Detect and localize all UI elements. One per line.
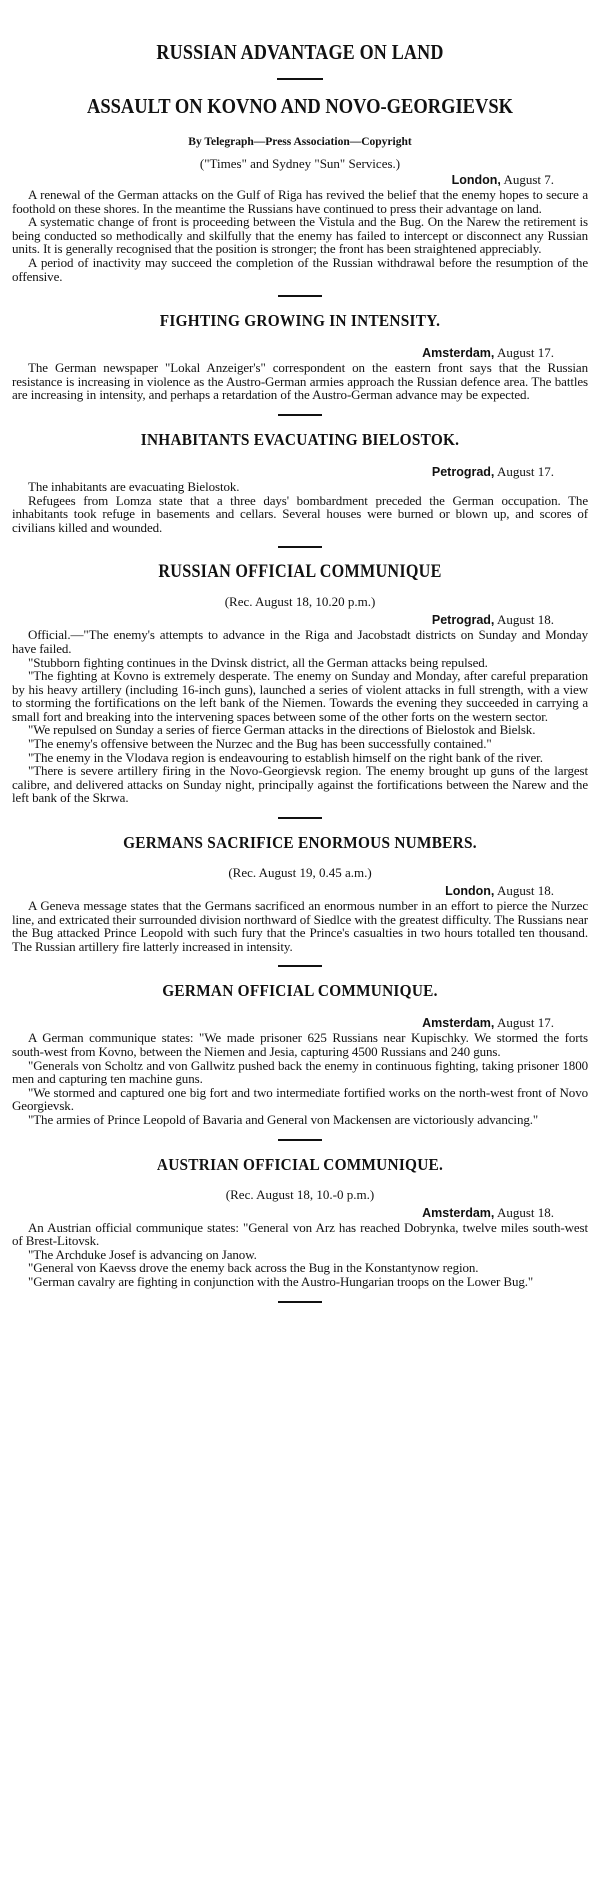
dateline-place: Petrograd,	[431, 464, 495, 479]
received-note: (Rec. August 18, 10.20 p.m.)	[224, 594, 376, 610]
article-paragraph: A period of inactivity may succeed the completion of the Russian withdrawal before the resumption of the offensive.	[12, 254, 588, 284]
divider-rule	[278, 546, 322, 548]
dateline-date: August 18.	[496, 883, 554, 899]
divider-rule	[278, 295, 322, 297]
article-paragraph: "German cavalry are fighting in conjunction with the Austro-Hungarian troops on the Lower Bug."	[28, 1273, 534, 1289]
article-paragraph: A German communique states: "We made prisoner 625 Russians near Kupischky. We stormed the forts south-west from Kovno, between the Niemen and Jesia, capturing 4500 Russians and 240 guns.	[12, 1030, 588, 1059]
article-paragraph: "Generals von Scholtz and von Gallwitz pushed back the enemy in continuous fighting, taking prisoner 1800 men and capturing ten machine guns.	[12, 1057, 588, 1087]
intro-article	[12, 172, 588, 283]
dateline-place: Petrograd,	[431, 613, 495, 628]
article-paragraph: "We stormed and captured one big fort and two intermediate fortified works on the north-west front of Novo Georgievsk.	[12, 1084, 588, 1114]
article-paragraph: A Geneva message states that the Germans sacrificed an enormous number in an effort to pierce the Nurzec line, and extricated their surrounded division northward of Siedlce with the greatest difficulty. The Russians near the Bug attacked Prince Leopold with such fury that the Prince's casualties in two hours totalled ten thousand. The Russian artillery fire latterly increased in intensity.	[12, 898, 588, 954]
section-title: GERMANS SACRIFICE ENORMOUS NUMBERS.	[123, 833, 477, 853]
dateline	[12, 1015, 588, 1031]
headline: RUSSIAN ADVANTAGE ON LAND	[156, 40, 444, 64]
dateline-place: Amsterdam,	[422, 1016, 495, 1031]
article-paragraph: The inhabitants are evacuating Bielostok.	[28, 478, 240, 494]
dateline	[12, 612, 588, 628]
article-paragraph: "We repulsed on Sunday a series of fierce German attacks in the directions of Bielostok and Bielsk.	[28, 722, 536, 738]
news-section	[12, 817, 588, 953]
dateline	[12, 345, 588, 361]
article-paragraph: "The fighting at Kovno is extremely desperate. The enemy on Sunday and Monday, after careful preparation by his heavy artillery (including 16-inch guns), launched a series of violent attacks in full strength, with a view to storming the fortifications on the left bank of the Niemen. Towards the evening they succeeded in carrying a small fort and breaking into the intervening spaces between some of the other forts on the western sector.	[12, 668, 588, 724]
dateline-date: August 18.	[496, 1204, 554, 1220]
article-paragraph: A systematic change of front is proceeding between the Vistula and the Bug. On the Narew the retirement is being conducted so methodically and skilfully that the enemy has failed to intercept or disconnect any Russian units. It is generally recognised that the position is stronger; the front has been straightened appreciably.	[12, 214, 588, 257]
dateline-place: Amsterdam,	[422, 1205, 495, 1220]
dateline	[12, 883, 588, 899]
dateline-date: August 17.	[496, 345, 554, 361]
dateline-date: August 17.	[496, 1015, 554, 1031]
section-title: AUSTRIAN OFFICIAL COMMUNIQUE.	[156, 1154, 444, 1174]
dateline	[12, 172, 588, 188]
article-paragraph: "The Archduke Josef is advancing on Janow.	[28, 1246, 257, 1262]
article-paragraph: "The enemy's offensive between the Nurzec and the Bug has been successfully contained."	[28, 736, 492, 752]
article-paragraph: A renewal of the German attacks on the Gulf of Riga has revived the belief that the enemy hopes to secure a foothold on these shores. In the meantime the Russians have continued to press their advantage on land.	[12, 187, 588, 216]
dateline-date: August 7.	[503, 172, 554, 187]
article-paragraph: Refugees from Lomza state that a three days' bombardment preceded the German occupation. The inhabitants took refuge in basements and cellars. Several houses were burned or blown up, and scores of civilians killed and wounded.	[12, 492, 588, 535]
dateline-place: Amsterdam,	[422, 346, 495, 361]
dateline	[12, 464, 588, 480]
section-title: GERMAN OFFICIAL COMMUNIQUE.	[162, 981, 438, 1001]
divider-rule	[278, 1139, 322, 1141]
divider-rule	[278, 965, 322, 967]
divider-rule	[277, 78, 323, 80]
news-section	[12, 414, 588, 534]
end-divider-rule	[278, 1301, 322, 1303]
received-note: (Rec. August 18, 10.-0 p.m.)	[225, 1186, 375, 1202]
article-paragraph: Official.—"The enemy's attempts to advance in the Riga and Jacobstadt districts on Sunday and Monday have failed.	[12, 627, 588, 656]
section-title: INHABITANTS EVACUATING BIELOSTOK.	[140, 429, 460, 449]
article-paragraph: The German newspaper "Lokal Anzeiger's" correspondent on the eastern front says that the Russian resistance is increasing in violence as the Austro-German armies approach the Russian defence area. The battles are increasing in intensity, and perhaps a retardation of the Austro-German advance may be expected.	[12, 360, 588, 403]
dateline-place: London,	[445, 884, 495, 899]
article-paragraph: "There is severe artillery firing in the Novo-Georgievsk region. The enemy brought up guns of the largest calibre, and delivered attacks on Sunday night, principally against the fortifications between the Narew and the left bank of the Skrwa.	[12, 763, 588, 806]
received-note: (Rec. August 19, 0.45 a.m.)	[228, 865, 372, 881]
article-paragraph: "Stubborn fighting continues in the Dvinsk district, all the German attacks being repulsed.	[28, 654, 488, 670]
services-line: ("Times" and Sydney "Sun" Services.)	[199, 156, 401, 171]
section-title: RUSSIAN OFFICIAL COMMUNIQUE	[158, 561, 442, 583]
section-title: FIGHTING GROWING IN INTENSITY.	[159, 311, 441, 331]
article-paragraph: "General von Kaevss drove the enemy back across the Bug in the Konstantynow region.	[28, 1260, 479, 1276]
news-section	[12, 1139, 588, 1289]
dateline-date: August 17.	[496, 463, 554, 479]
news-section	[12, 546, 588, 805]
dateline-place: London,	[451, 173, 501, 187]
dateline	[12, 1205, 588, 1221]
news-section	[12, 965, 588, 1126]
divider-rule	[278, 817, 322, 819]
subheadline: ASSAULT ON KOVNO AND NOVO-GEORGIEVSK	[86, 94, 514, 118]
credit-line: By Telegraph—Press Association—Copyright	[188, 136, 412, 148]
article-paragraph: "The armies of Prince Leopold of Bavaria and General von Mackensen are victoriously advancing."	[28, 1111, 539, 1127]
news-section	[12, 295, 588, 402]
sections-container	[12, 295, 588, 1302]
article-paragraph: An Austrian official communique states: "General von Arz has reached Dobrynka, twelve miles south-west of Brest-Litovsk.	[12, 1219, 588, 1249]
divider-rule	[278, 414, 322, 416]
dateline-date: August 18.	[496, 612, 554, 628]
article-paragraph: "The enemy in the Vlodava region is endeavouring to establish himself on the right bank of the river.	[28, 749, 543, 765]
